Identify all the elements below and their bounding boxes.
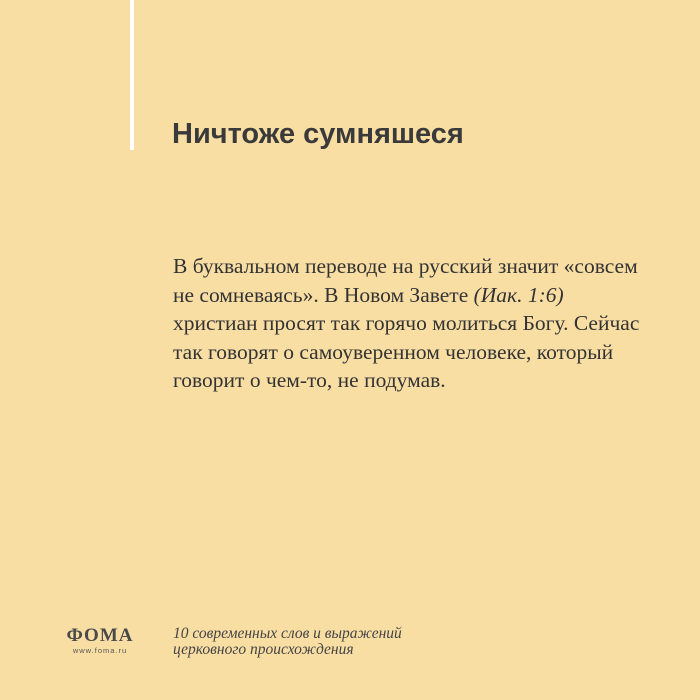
- card-body-text: [173, 252, 643, 395]
- series-caption-line-2: церковного происхождения: [173, 641, 354, 658]
- series-caption-line-1: 10 современных слов и выражений: [173, 625, 402, 642]
- logo-url: www.foma.ru: [72, 646, 128, 655]
- decorative-vertical-line: [130, 0, 134, 150]
- logo-wordmark: ФОМА: [66, 625, 134, 646]
- card-title: Ничтоже сумняшеся: [172, 118, 464, 150]
- scripture-reference: (Иак. 1:6): [473, 282, 564, 307]
- series-caption: [173, 626, 573, 658]
- body-text-part-1: В буквальном переводе на русский значит «совсем не сомневаясь». В Новом Завете: [173, 254, 638, 307]
- foma-logo: [64, 626, 136, 656]
- body-text-part-2: христиан просят так горячо молиться Богу. Сейчас так говорят о самоуверенном человеке, который говорит о чем-то, не подумав.: [173, 311, 640, 392]
